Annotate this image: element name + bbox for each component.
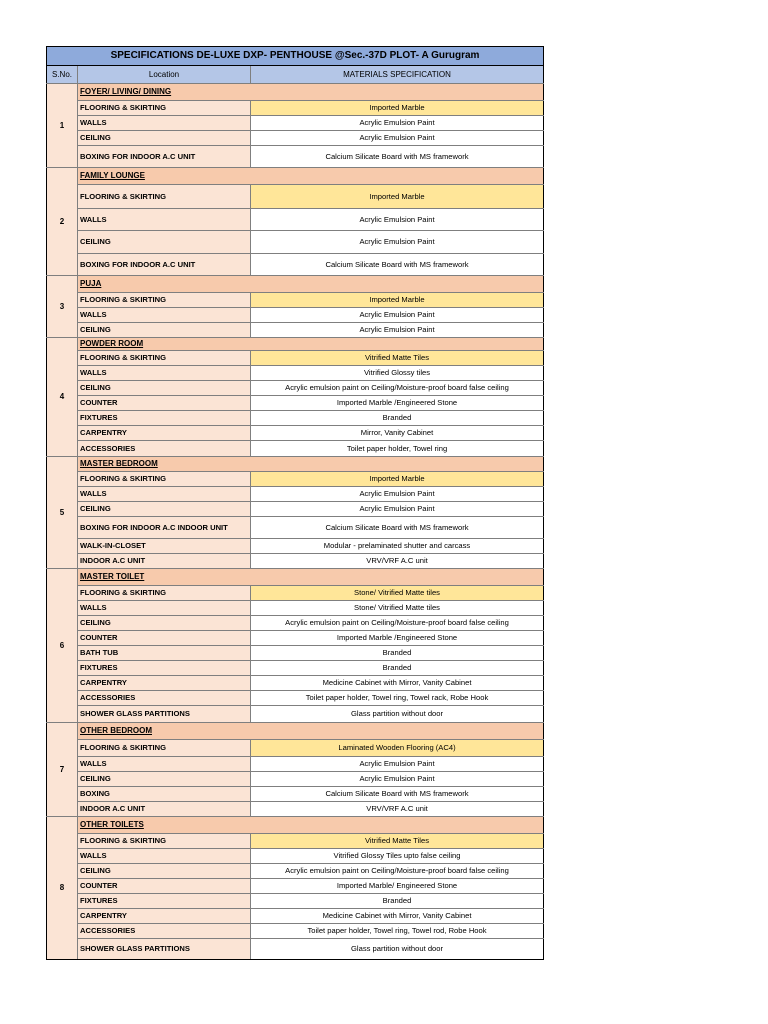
material-cell: VRV/VRF A.C unit	[251, 554, 544, 569]
table-row	[47, 308, 544, 323]
section-row	[47, 723, 544, 740]
material-cell: Imported Marble	[251, 472, 544, 487]
location-cell: COUNTER	[78, 396, 251, 411]
location-cell: ACCESSORIES	[78, 924, 251, 939]
material-cell: Vitrified Glossy Tiles upto false ceiling	[251, 849, 544, 864]
table-row	[47, 185, 544, 209]
table-row	[47, 441, 544, 457]
table-row	[47, 661, 544, 676]
material-cell: Branded	[251, 894, 544, 909]
location-cell: FLOORING & SKIRTING	[78, 586, 251, 601]
material-cell: Mirror, Vanity Cabinet	[251, 426, 544, 441]
material-cell: Branded	[251, 646, 544, 661]
location-cell: FLOORING & SKIRTING	[78, 472, 251, 487]
material-cell: VRV/VRF A.C unit	[251, 802, 544, 817]
location-cell: CEILING	[78, 502, 251, 517]
table-row	[47, 757, 544, 772]
specification-sheet	[46, 46, 543, 960]
material-cell: Calcium Silicate Board with MS framework	[251, 787, 544, 802]
table-row	[47, 834, 544, 849]
table-row	[47, 864, 544, 879]
section-number: 1	[47, 84, 78, 168]
location-cell: SHOWER GLASS PARTITIONS	[78, 939, 251, 960]
material-cell: Calcium Silicate Board with MS framework	[251, 254, 544, 276]
location-cell: INDOOR A.C UNIT	[78, 802, 251, 817]
material-cell: Acrylic Emulsion Paint	[251, 131, 544, 146]
location-cell: ACCESSORIES	[78, 441, 251, 457]
location-cell: FLOORING & SKIRTING	[78, 834, 251, 849]
material-cell: Imported Marble /Engineered Stone	[251, 396, 544, 411]
material-cell: Toilet paper holder, Towel ring, Towel rod, Robe Hook	[251, 924, 544, 939]
material-cell: Acrylic Emulsion Paint	[251, 308, 544, 323]
location-cell: INDOOR A.C UNIT	[78, 554, 251, 569]
material-cell: Glass partition without door	[251, 939, 544, 960]
location-cell: SHOWER GLASS PARTITIONS	[78, 706, 251, 723]
table-row	[47, 676, 544, 691]
material-cell: Vitrified Matte Tiles	[251, 351, 544, 366]
specification-table	[46, 46, 544, 960]
location-cell: FIXTURES	[78, 894, 251, 909]
section-name: OTHER BEDROOM	[78, 723, 544, 740]
section-number: 6	[47, 569, 78, 723]
location-cell: BOXING FOR INDOOR A.C UNIT	[78, 254, 251, 276]
material-cell: Imported Marble	[251, 293, 544, 308]
material-cell: Acrylic emulsion paint on Ceiling/Moisture-proof board false ceiling	[251, 616, 544, 631]
location-cell: WALLS	[78, 116, 251, 131]
table-row	[47, 293, 544, 308]
section-name: FOYER/ LIVING/ DINING	[78, 84, 544, 101]
material-cell: Medicine Cabinet with Mirror, Vanity Cabinet	[251, 676, 544, 691]
table-row	[47, 586, 544, 601]
location-cell: CEILING	[78, 381, 251, 396]
material-cell: Acrylic Emulsion Paint	[251, 757, 544, 772]
table-row	[47, 351, 544, 366]
material-cell: Acrylic Emulsion Paint	[251, 487, 544, 502]
material-cell: Imported Marble /Engineered Stone	[251, 631, 544, 646]
table-row	[47, 131, 544, 146]
table-row	[47, 323, 544, 338]
location-cell: CEILING	[78, 323, 251, 338]
location-cell: CEILING	[78, 131, 251, 146]
material-cell: Modular - prelaminated shutter and carcass	[251, 539, 544, 554]
material-cell: Acrylic Emulsion Paint	[251, 116, 544, 131]
location-cell: FIXTURES	[78, 411, 251, 426]
table-row	[47, 616, 544, 631]
section-number: 7	[47, 723, 78, 817]
location-cell: COUNTER	[78, 879, 251, 894]
location-cell: FIXTURES	[78, 661, 251, 676]
location-cell: FLOORING & SKIRTING	[78, 293, 251, 308]
section-row	[47, 276, 544, 293]
table-row	[47, 101, 544, 116]
material-cell: Stone/ Vitrified Matte tiles	[251, 601, 544, 616]
table-row	[47, 894, 544, 909]
material-cell: Imported Marble/ Engineered Stone	[251, 879, 544, 894]
title-row	[47, 47, 544, 66]
section-number: 3	[47, 276, 78, 338]
table-row	[47, 472, 544, 487]
location-cell: BOXING FOR INDOOR A.C UNIT	[78, 146, 251, 168]
location-cell: WALLS	[78, 849, 251, 864]
section-row	[47, 84, 544, 101]
material-cell: Vitrified Matte Tiles	[251, 834, 544, 849]
location-cell: CEILING	[78, 616, 251, 631]
material-cell: Vitrified Glossy tiles	[251, 366, 544, 381]
location-cell: WALK-IN-CLOSET	[78, 539, 251, 554]
location-cell: WALLS	[78, 209, 251, 231]
table-row	[47, 411, 544, 426]
location-cell: FLOORING & SKIRTING	[78, 740, 251, 757]
table-row	[47, 146, 544, 168]
location-cell: BOXING	[78, 787, 251, 802]
table-row	[47, 706, 544, 723]
material-cell: Branded	[251, 661, 544, 676]
table-row	[47, 802, 544, 817]
table-row	[47, 426, 544, 441]
material-cell: Imported Marble	[251, 185, 544, 209]
table-row	[47, 924, 544, 939]
material-cell: Medicine Cabinet with Mirror, Vanity Cabinet	[251, 909, 544, 924]
table-row	[47, 487, 544, 502]
section-row	[47, 569, 544, 586]
section-name: MASTER TOILET	[78, 569, 544, 586]
material-cell: Toilet paper holder, Towel ring, Towel rack, Robe Hook	[251, 691, 544, 706]
table-row	[47, 849, 544, 864]
location-cell: WALLS	[78, 601, 251, 616]
material-cell: Glass partition without door	[251, 706, 544, 723]
material-cell: Calcium Silicate Board with MS framework	[251, 517, 544, 539]
section-name: OTHER TOILETS	[78, 817, 544, 834]
location-cell: WALLS	[78, 366, 251, 381]
location-cell: WALLS	[78, 757, 251, 772]
header-location: Location	[78, 66, 251, 84]
section-number: 2	[47, 168, 78, 276]
header-row	[47, 66, 544, 84]
table-row	[47, 381, 544, 396]
table-row	[47, 740, 544, 757]
table-row	[47, 209, 544, 231]
table-row	[47, 231, 544, 254]
location-cell: CEILING	[78, 864, 251, 879]
material-cell: Acrylic emulsion paint on Ceiling/Moisture-proof board false ceiling	[251, 381, 544, 396]
material-cell: Stone/ Vitrified Matte tiles	[251, 586, 544, 601]
table-row	[47, 517, 544, 539]
section-name: MASTER BEDROOM	[78, 457, 544, 472]
table-row	[47, 254, 544, 276]
material-cell: Branded	[251, 411, 544, 426]
section-number: 4	[47, 338, 78, 457]
table-row	[47, 772, 544, 787]
table-row	[47, 502, 544, 517]
section-name: FAMILY LOUNGE	[78, 168, 544, 185]
section-number: 8	[47, 817, 78, 960]
table-row	[47, 691, 544, 706]
section-row	[47, 457, 544, 472]
table-row	[47, 939, 544, 960]
material-cell: Acrylic emulsion paint on Ceiling/Moisture-proof board false ceiling	[251, 864, 544, 879]
section-number: 5	[47, 457, 78, 569]
location-cell: ACCESSORIES	[78, 691, 251, 706]
table-row	[47, 116, 544, 131]
section-row	[47, 168, 544, 185]
section-name: PUJA	[78, 276, 544, 293]
material-cell: Acrylic Emulsion Paint	[251, 231, 544, 254]
location-cell: CARPENTRY	[78, 676, 251, 691]
material-cell: Acrylic Emulsion Paint	[251, 772, 544, 787]
sheet-title: SPECIFICATIONS DE-LUXE DXP- PENTHOUSE @Sec.-37D PLOT- A Gurugram	[47, 47, 544, 66]
material-cell: Toilet paper holder, Towel ring	[251, 441, 544, 457]
location-cell: CARPENTRY	[78, 426, 251, 441]
location-cell: WALLS	[78, 487, 251, 502]
location-cell: CEILING	[78, 772, 251, 787]
material-cell: Acrylic Emulsion Paint	[251, 502, 544, 517]
location-cell: CARPENTRY	[78, 909, 251, 924]
material-cell: Acrylic Emulsion Paint	[251, 323, 544, 338]
table-row	[47, 909, 544, 924]
location-cell: COUNTER	[78, 631, 251, 646]
table-row	[47, 631, 544, 646]
location-cell: FLOORING & SKIRTING	[78, 101, 251, 116]
material-cell: Acrylic Emulsion Paint	[251, 209, 544, 231]
location-cell: FLOORING & SKIRTING	[78, 185, 251, 209]
table-row	[47, 396, 544, 411]
location-cell: FLOORING & SKIRTING	[78, 351, 251, 366]
table-row	[47, 601, 544, 616]
material-cell: Laminated Wooden Flooring (AC4)	[251, 740, 544, 757]
header-materials: MATERIALS SPECIFICATION	[251, 66, 544, 84]
section-row	[47, 338, 544, 351]
location-cell: BOXING FOR INDOOR A.C INDOOR UNIT	[78, 517, 251, 539]
table-row	[47, 554, 544, 569]
location-cell: WALLS	[78, 308, 251, 323]
location-cell: CEILING	[78, 231, 251, 254]
header-sno: S.No.	[47, 66, 78, 84]
material-cell: Calcium Silicate Board with MS framework	[251, 146, 544, 168]
table-row	[47, 366, 544, 381]
section-row	[47, 817, 544, 834]
table-row	[47, 879, 544, 894]
section-name: POWDER ROOM	[78, 338, 544, 351]
material-cell: Imported Marble	[251, 101, 544, 116]
table-row	[47, 646, 544, 661]
table-row	[47, 787, 544, 802]
table-row	[47, 539, 544, 554]
location-cell: BATH TUB	[78, 646, 251, 661]
